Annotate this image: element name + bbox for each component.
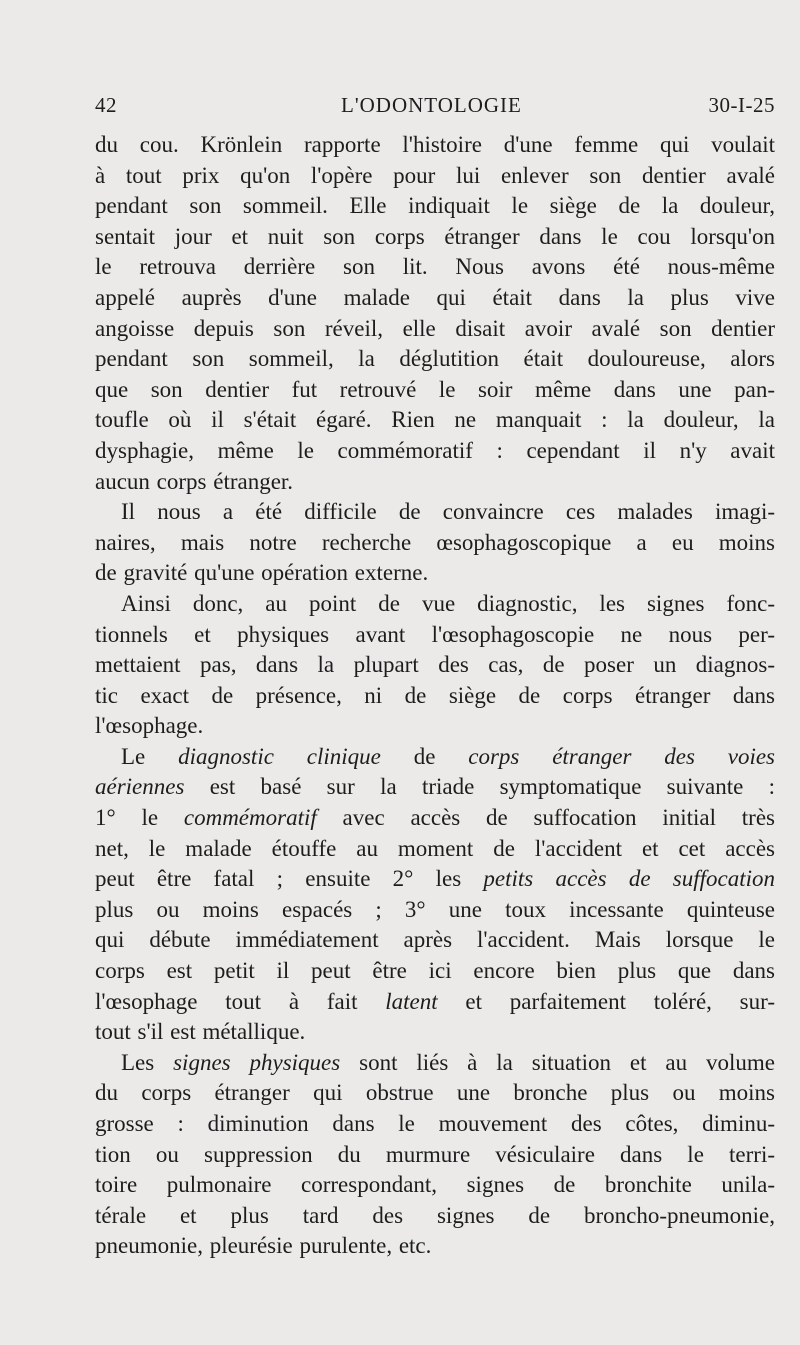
text-segment: sont liés à la situation et au volume — [340, 1049, 775, 1075]
paragraph-3 — [95, 589, 775, 742]
text-segment: Les — [121, 1049, 174, 1075]
italic-term: aériennes — [95, 774, 185, 800]
text-line: angoisse depuis son réveil, elle disait avoir avalé son dentier — [95, 315, 775, 341]
text-segment: de — [380, 743, 469, 769]
text-line: pneumonie, pleurésie purulente, etc. — [95, 1233, 432, 1259]
text-line: sentait jour et nuit son corps étranger dans le cou lorsqu'on — [95, 223, 775, 249]
text-line: du corps étranger qui obstrue une bronche plus ou moins — [95, 1080, 775, 1106]
text-line: tout s'il est métallique. — [95, 1019, 306, 1045]
text-line — [95, 772, 775, 803]
italic-term: diagnostic clinique — [178, 743, 381, 769]
text-line: tionnels et physiques avant l'œsophagoscopie ne nous per- — [95, 621, 775, 647]
italic-term: signes physiques — [173, 1049, 341, 1075]
text-segment: et parfaitement toléré, sur- — [437, 988, 775, 1014]
text-line: du cou. Krönlein rapporte l'histoire d'une femme qui voulait — [95, 132, 775, 157]
text-line: toire pulmonaire correspondant, signes de bronchite unila- — [95, 1172, 775, 1198]
text-line — [95, 864, 775, 895]
text-segment: 1° le — [95, 805, 184, 831]
text-line: naires, mais notre recherche œsophagoscopique a eu moins — [95, 529, 775, 555]
text-line — [95, 987, 775, 1018]
text-line: l'œsophage. — [95, 713, 204, 739]
paragraph-1 — [95, 130, 775, 497]
text-line: Ainsi donc, au point de vue diagnostic, les signes fonc- — [121, 590, 775, 616]
body-text — [95, 130, 775, 1262]
text-line: le retrouva derrière son lit. Nous avons été nous-même — [95, 254, 775, 280]
text-segment: est basé sur la triade symptomatique suivante : — [184, 774, 775, 800]
text-line: net, le malade étouffe au moment de l'accident et cet accès — [95, 835, 775, 861]
text-segment: Le — [121, 743, 179, 769]
paragraph-4 — [95, 742, 775, 1048]
issue-date: 30-I-25 — [708, 93, 775, 117]
text-line: Il nous a été difficile de convaincre ces malades imagi- — [121, 499, 775, 525]
text-line: toufle où il s'était égaré. Rien ne manquait : la douleur, la — [95, 407, 775, 433]
italic-term: petits accès de suffocation — [483, 866, 775, 892]
text-line: aucun corps étranger. — [95, 468, 294, 494]
italic-term: latent — [385, 988, 438, 1014]
italic-term: commémoratif — [183, 805, 317, 831]
text-line: tic exact de présence, ni de siège de corps étranger dans — [95, 682, 775, 708]
text-line: dysphagie, même le commémoratif : cependant il n'y avait — [95, 437, 775, 463]
text-line: plus ou moins espacés ; 3° une toux incessante quinteuse — [95, 896, 775, 922]
text-segment: l'œsophage tout à fait — [95, 988, 386, 1014]
text-line: mettaient pas, dans la plupart des cas, de poser un diagnos- — [95, 652, 775, 678]
text-line — [95, 742, 775, 773]
text-line: que son dentier fut retrouvé le soir même dans une pan- — [95, 376, 775, 402]
text-line: tion ou suppression du murmure vésiculaire dans le terri- — [95, 1141, 775, 1167]
text-segment: avec accès de suffocation initial très — [316, 805, 775, 831]
text-line: de gravité qu'une opération externe. — [95, 560, 429, 586]
running-head — [95, 93, 775, 121]
text-line: térale et plus tard des signes de broncho-pneumonie, — [95, 1202, 775, 1228]
text-line: corps est petit il peut être ici encore bien plus que dans — [95, 958, 775, 984]
paragraph-5 — [95, 1048, 775, 1262]
text-line — [95, 803, 775, 834]
text-line: pendant son sommeil. Elle indiquait le siège de la douleur, — [95, 193, 775, 219]
text-line: appelé auprès d'une malade qui était dans la plus vive — [95, 284, 775, 310]
page-number: 42 — [95, 93, 117, 117]
text-line — [95, 1048, 775, 1079]
text-line: qui débute immédiatement après l'accident. Mais lorsque le — [95, 927, 775, 953]
text-segment: peut être fatal ; ensuite 2° les — [95, 866, 484, 892]
text-line: à tout prix qu'on l'opère pour lui enlever son dentier avalé — [95, 162, 775, 188]
text-line: pendant son sommeil, la déglutition était douloureuse, alors — [95, 346, 775, 372]
text-line: grosse : diminution dans le mouvement des côtes, diminu- — [95, 1111, 775, 1136]
italic-term: corps étranger des voies — [468, 743, 775, 769]
paragraph-2 — [95, 497, 775, 589]
journal-title: L'ODONTOLOGIE — [341, 93, 522, 117]
